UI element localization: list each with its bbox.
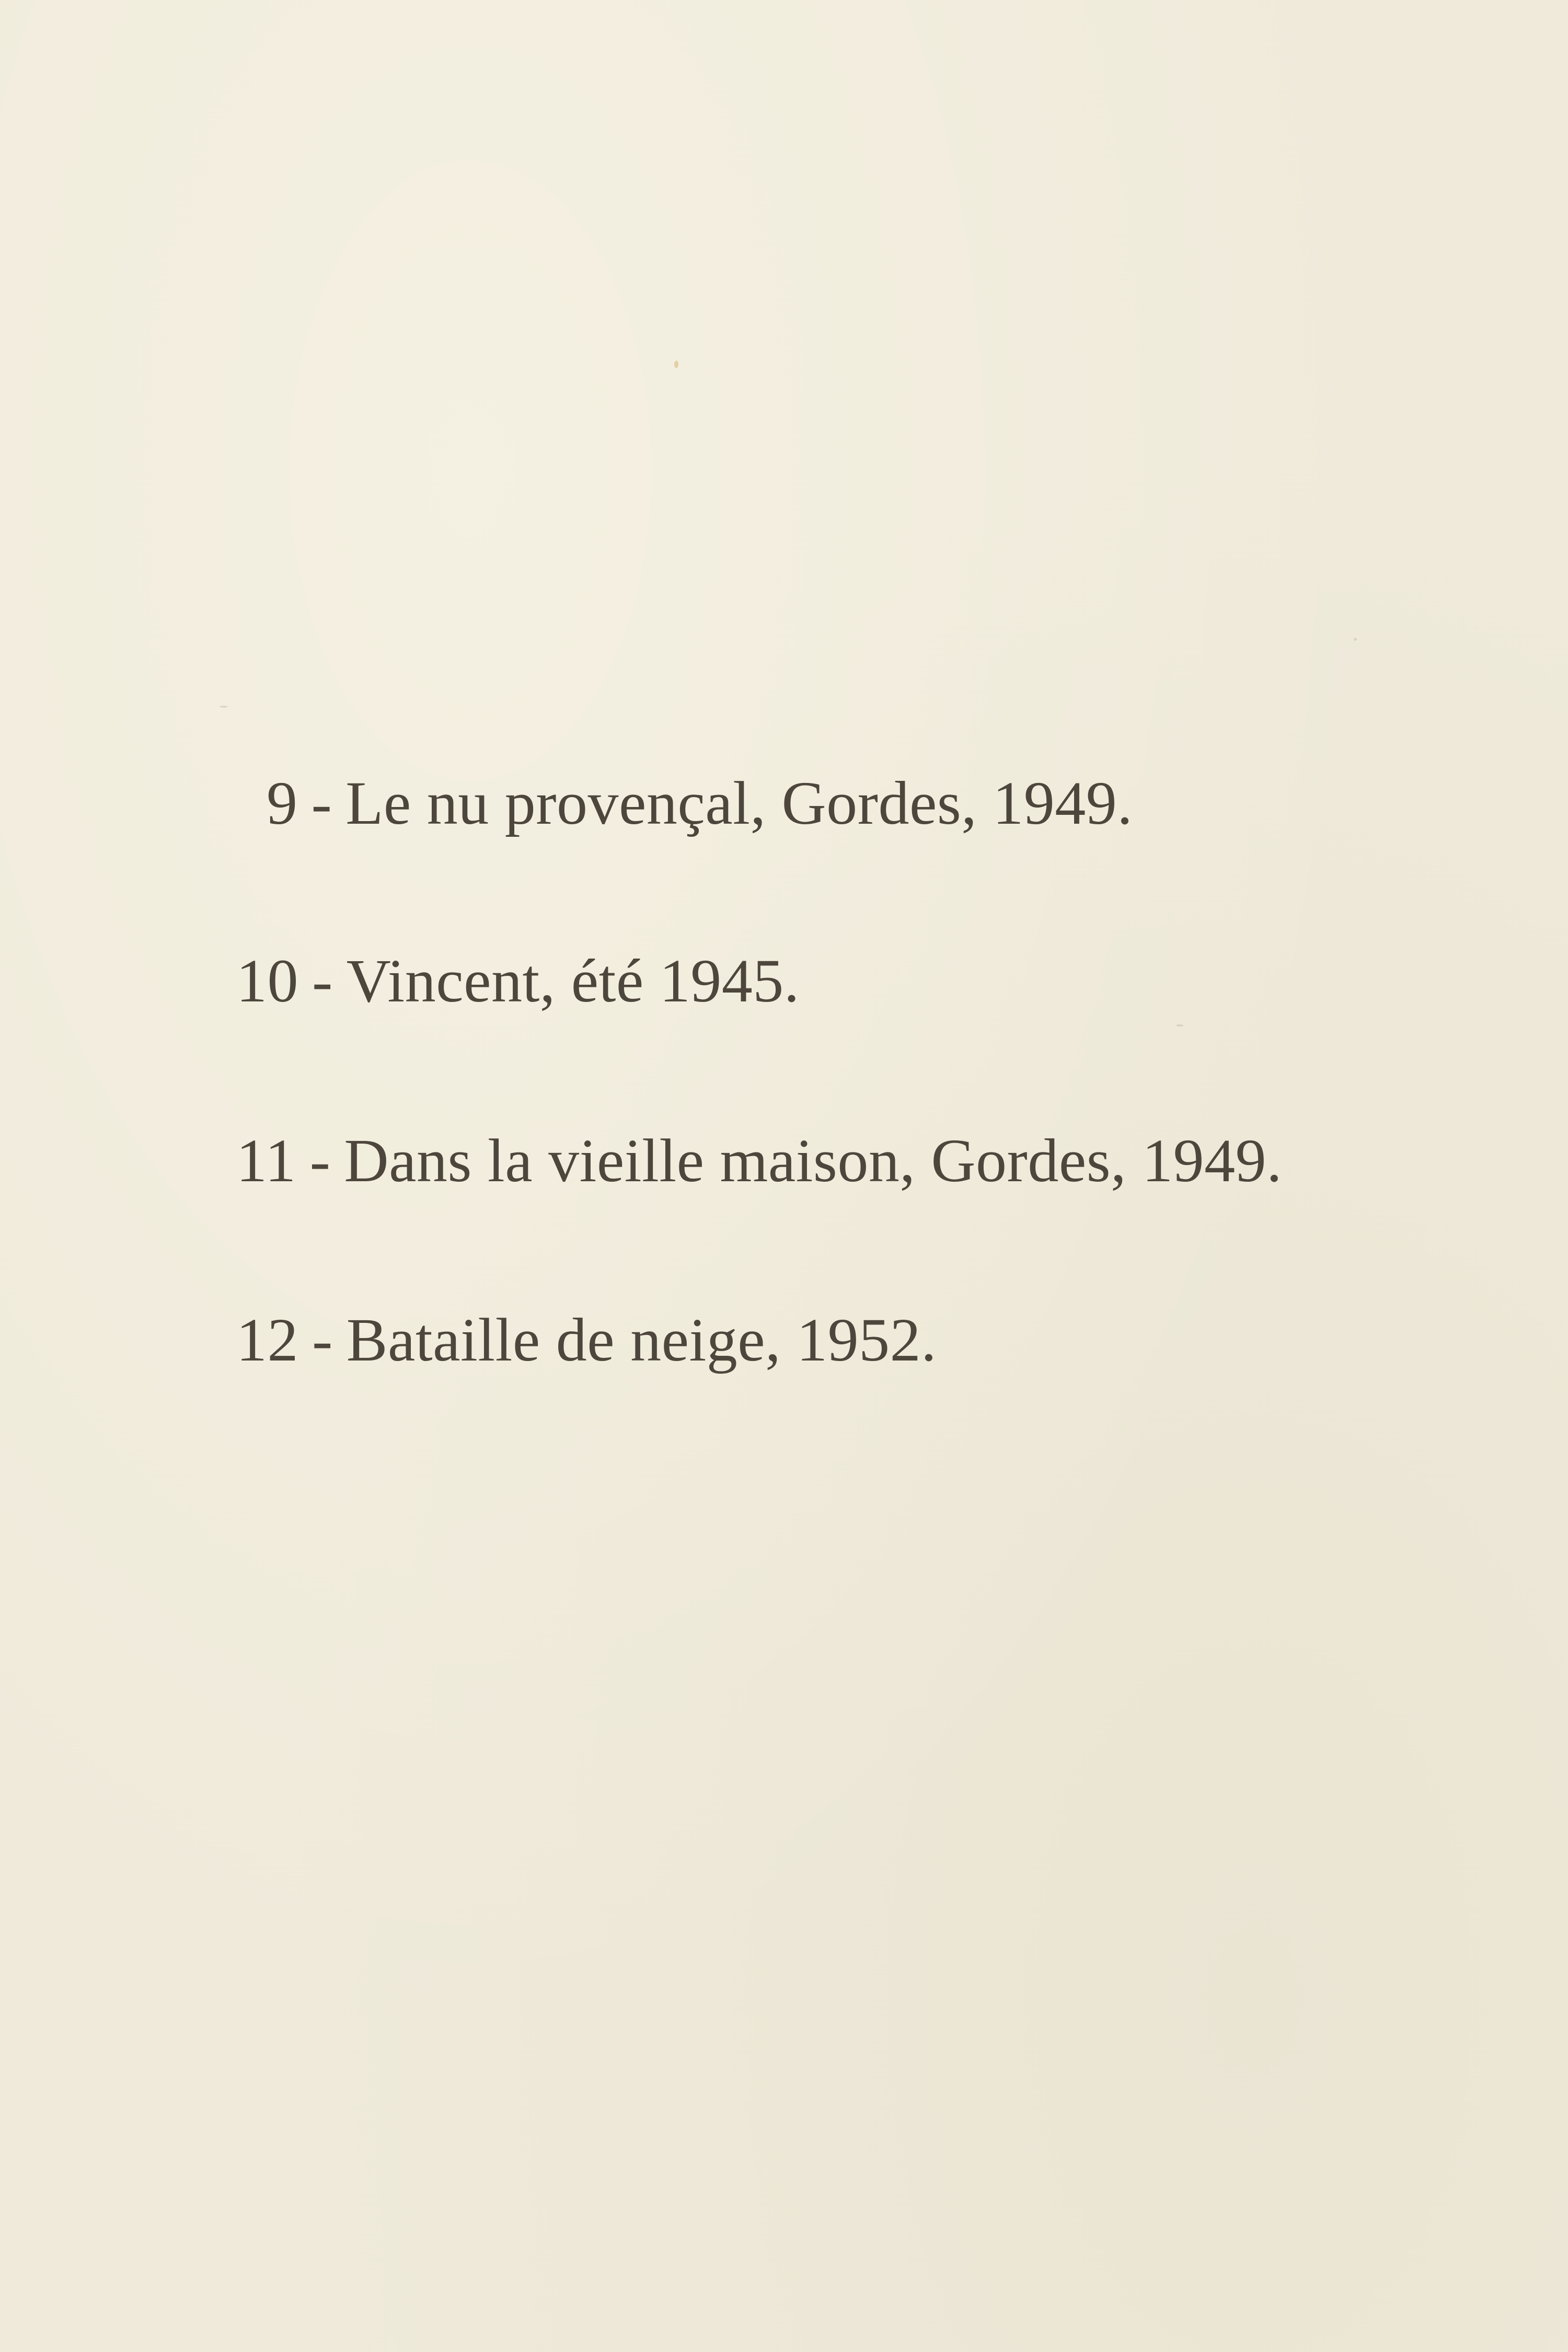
caption-separator: - bbox=[311, 769, 332, 837]
paper-fleck bbox=[220, 706, 228, 708]
caption-separator: - bbox=[312, 947, 333, 1015]
caption-text: Dans la vieille maison, Gordes, 1949. bbox=[344, 1126, 1283, 1195]
caption-text: Vincent, été 1945. bbox=[346, 947, 800, 1015]
paper-fleck bbox=[1176, 1024, 1183, 1027]
caption-number: 12 bbox=[236, 1306, 298, 1374]
caption-number: 10 bbox=[236, 947, 298, 1015]
caption-item bbox=[236, 1126, 1283, 1195]
caption-separator: - bbox=[309, 1126, 331, 1195]
caption-text: Bataille de neige, 1952. bbox=[346, 1306, 937, 1374]
caption-number: 9 bbox=[267, 769, 298, 837]
caption-item bbox=[236, 947, 800, 1015]
paper-fleck bbox=[1354, 638, 1357, 641]
caption-separator: - bbox=[312, 1306, 333, 1374]
caption-number: 11 bbox=[236, 1126, 296, 1195]
caption-item bbox=[236, 1306, 937, 1374]
caption-item bbox=[267, 769, 1133, 837]
caption-text: Le nu provençal, Gordes, 1949. bbox=[345, 769, 1133, 837]
paper-fleck bbox=[674, 361, 678, 368]
